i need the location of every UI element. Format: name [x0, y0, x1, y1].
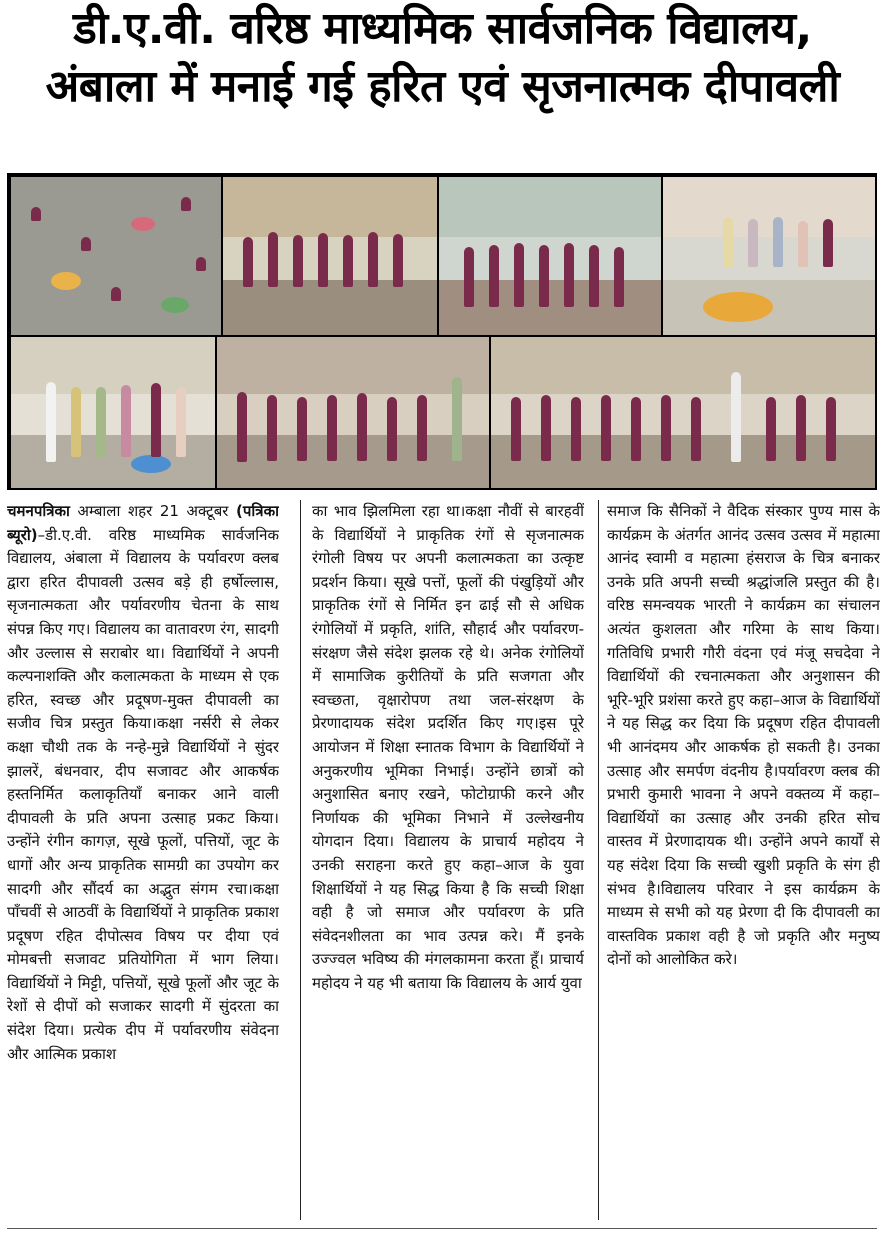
article-column-2 — [312, 500, 584, 1225]
photo-diya-display — [217, 337, 489, 488]
photo-teachers-rangoli — [663, 177, 875, 335]
column-divider-2 — [598, 500, 599, 1220]
bottom-rule — [7, 1228, 877, 1229]
article-text-col3: समाज कि सैनिकों ने वैदिक संस्कार पुण्य मास के कार्यक्रम के अंतर्गत आनंद उत्सव उत्सव में महात्मा आनंद स्वामी व महात्मा हंसराज के चित्र बनाकर उनके प्रति अपनी सच्ची श्रद्धांजलि प्रस्तुत की है।वरिष्ठ समन्वयक भारती ने कार्यक्रम का संचालन अत्यंत कुशलता और गरिमा के साथ किया।गतिविधि प्रभारी गौरी वंदना एवं मंजू सचदेवा ने विद्यार्थियों की रचनात्मकता और अनुशासन की भूरि-भूरि प्रशंसा करते हुए कहा–आज के विद्यार्थियों ने यह सिद्ध कर दिया कि प्रदूषण रहित दीपावली भी आनंदमय और आकर्षक हो सकती है। उनका उत्साह और समर्पण वंदनीय है।पर्यावरण क्लब की प्रभारी कुमारी भावना ने अपने वक्तव्य में कहा–विद्यार्थियों का उत्साह और उनकी हरित सोच वास्तव में प्रेरणादायक थी। उन्होंने अपने कार्यों से यह संदेश दिया कि सच्ची खुशी प्रकृति के संग ही संभव है।विद्यालय परिवार ने इस कार्यक्रम के माध्यम से सभी को यह प्रेरणा दी कि दीपावली का वास्तविक प्रकाश वही है जो प्रकृति और मनुष्य दोनों को आलोकित करे। — [607, 502, 880, 969]
dateline-place-date: अम्बाला शहर 21 अक्टूबर — [69, 502, 237, 520]
headline-line-2: अंबाला में मनाई गई हरित एवं सृजनात्मक दीपावली — [45, 61, 840, 112]
photo-students-corridor — [223, 177, 437, 335]
photo-rangoli-courtyard — [11, 177, 221, 335]
photo-classroom-group — [491, 337, 875, 488]
headline-line-1: डी.ए.वी. वरिष्ठ माध्यमिक सार्वजनिक विद्यालय, — [73, 3, 812, 54]
headline — [0, 0, 885, 116]
bureau-credit: (पत्रिका ब्यूरो) — [7, 502, 279, 544]
article-text-col2: का भाव झिलमिला रहा था।कक्षा नौवीं से बारहवीं के विद्यार्थियों ने प्राकृतिक रंगों से सृजनात्मक रंगोली विषय पर अपनी कलात्मकता का उत्कृष्ट प्रदर्शन किया। सूखे पत्तों, फूलों की पंखुड़ियों और प्राकृतिक रंगों से निर्मित इन ढाई सौ से अधिक रंगोलियों में प्रकृति, शांति, सौहार्द और पर्यावरण-संरक्षण जैसे संदेश झलक रहे थे। अनेक रंगोलियों में सामाजिक कुरीतियों के प्रति सजगता और स्वच्छता, वृक्षारोपण तथा जल-संरक्षण के प्रेरणादायक संदेश प्रदर्शित किए गए।इस पूरे आयोजन में शिक्षा स्नातक विभाग के विद्यार्थियों ने अनुकरणीय भूमिका निभाई। उन्होंने छात्रों को अनुशासित बनाए रखने, फोटोग्राफी करने और निर्णायक की भूमिका निभाने में उल्लेखनीय योगदान दिया। विद्यालय के प्राचार्य महोदय ने उनकी सराहना करते हुए कहा–आज के युवा शिक्षार्थियों ने यह सिद्ध किया है कि सच्ची शिक्षा वही है जो समाज और पर्यावरण के प्रति संवेदनशीलता का भाव उत्पन्न करे। मैं इनके उज्ज्वल भविष्य की मंगलकामना करता हूँ। प्राचार्य महोदय ने यह भी बताया कि विद्यालय के आर्य युवा — [312, 502, 584, 992]
photo-staff-group — [11, 337, 215, 488]
publication-name: चमनपत्रिका — [7, 502, 70, 520]
article-text-col1: –डी.ए.वी. वरिष्ठ माध्यमिक सार्वजनिक विद्यालय, अंबाला में विद्यालय के पर्यावरण क्लब द्वारा हरित दीपावली उत्सव बड़े ही हर्षोल्लास, सृजनात्मकता और पर्यावरणीय चेतना के साथ संपन्न किए गए। विद्यालय का वातावरण रंग, सादगी और उल्लास से सराबोर था। विद्यार्थियों ने अपनी कल्पनाशक्ति और कलात्मकता के माध्यम से एक हरित, स्वच्छ और प्रदूषण-मुक्त दीपावली का सजीव चित्र प्रस्तुत किया।कक्षा नर्सरी से लेकर कक्षा चौथी तक के नन्हे-मुन्ने विद्यार्थियों ने सुंदर झालरें, बंधनवार, दीप सजावट और आकर्षक हस्तनिर्मित कलाकृतियाँ बनाकर आने वाली दीपावली के प्रति अपना उत्साह प्रकट किया। उन्होंने रंगीन कागज़, सूखे फूलों, पत्तियों, जूट के धागों और अन्य प्राकृतिक सामग्री का उपयोग कर सादगी और सौंदर्य का अद्भुत संगम रचा।कक्षा पाँचवीं से आठवीं के विद्यार्थियों ने प्राकृतिक प्रकाश प्रदूषण रहित दीपोत्सव विषय पर दीया एवं मोमबत्ती सजावट प्रतियोगिता में भाग लिया। विद्यार्थियों ने मिट्टी, पत्तियों, सूखे फूलों और जूट के रेशों से दीपों को सजाकर सादगी में सुंदरता का संदेश दिया। प्रत्येक दीप में पर्यावरणीय संवेदना और आत्मिक प्रकाश — [7, 525, 279, 1063]
article-column-3 — [607, 500, 880, 1225]
photo-group-stage — [439, 177, 661, 335]
column-divider-1 — [300, 500, 301, 1220]
photo-collage — [7, 173, 877, 490]
article-column-1 — [7, 500, 279, 1225]
